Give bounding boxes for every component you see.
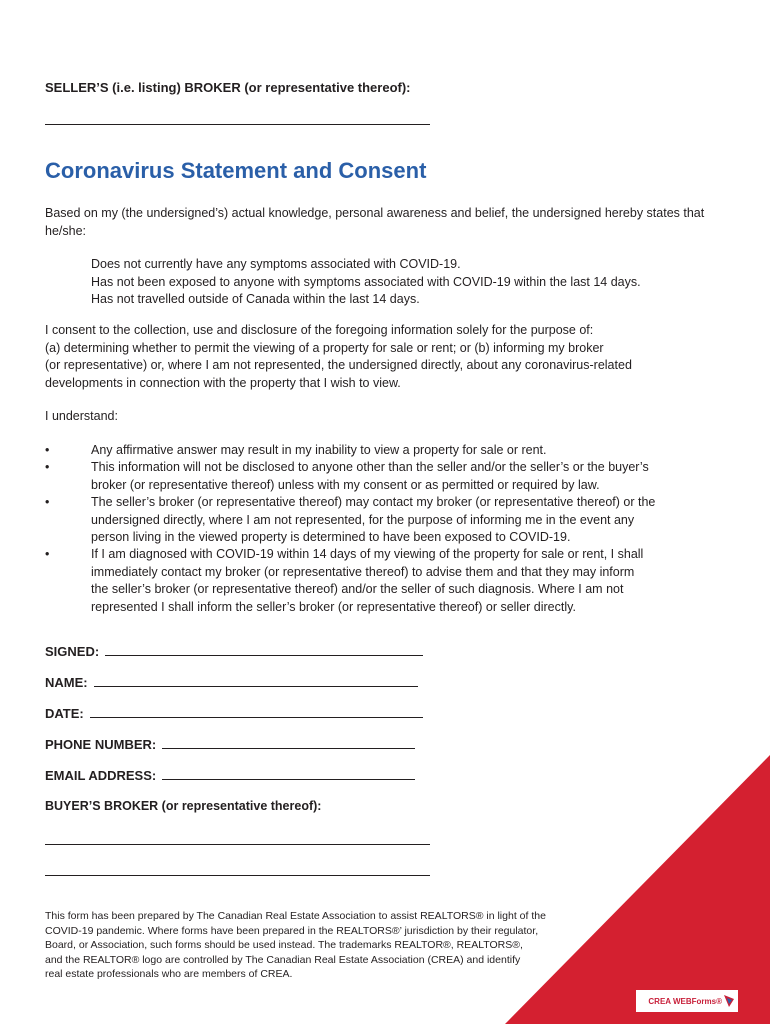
buyer-broker-line-1[interactable] (45, 844, 430, 845)
email-field (45, 768, 415, 783)
seller-broker-signature-line[interactable] (45, 124, 430, 125)
bullet-dot: • (45, 460, 50, 475)
footer-line: This form has been prepared by The Canadian Real Estate Association to assist REALTORS® in light of the (45, 910, 546, 922)
name-field (45, 675, 418, 690)
bullet-item (45, 459, 725, 494)
bullet-line: broker (or representative thereof) unless with my consent or as permitted or required by law. (91, 477, 600, 492)
name-label: NAME: (45, 675, 88, 690)
bullet-line: If I am diagnosed with COVID-19 within 14 days of my viewing of the property for sale or rent, I shall (91, 547, 644, 562)
phone-input-line[interactable] (162, 748, 415, 749)
footer-line: COVID-19 pandemic. Where forms have been prepared in the REALTORS®’ jurisdiction by their regulator, (45, 924, 539, 937)
crea-webforms-badge (636, 990, 738, 1012)
signed-input-line[interactable] (105, 655, 423, 656)
footer-disclaimer (45, 909, 605, 982)
seller-broker-label: SELLER’S (i.e. listing) BROKER (or representative thereof): (45, 80, 411, 95)
footer-line: and the REALTOR® logo are controlled by The Canadian Real Estate Association (CREA) and identify (45, 953, 521, 966)
page-title: Coronavirus Statement and Consent (45, 158, 427, 183)
consent-line-1: I consent to the collection, use and disclosure of the foregoing information solely for the purpose of: (45, 323, 594, 337)
name-input-line[interactable] (94, 686, 418, 687)
date-input-line[interactable] (90, 717, 423, 718)
bullet-line: person living in the viewed property is determined to have been exposed to COVID-19. (91, 530, 571, 545)
bullet-line: This information will not be disclosed to anyone other than the seller and/or the seller’s or the buyer’s (91, 460, 649, 475)
consent-line-3: (or representative) or, where I am not represented, the undersigned directly, about any coronavirus-related (45, 358, 632, 372)
consent-line-4: developments in connection with the property that I wish to view. (45, 375, 401, 390)
bullet-line: immediately contact my broker (or representative thereof) to advise them and that they may inform (91, 564, 635, 579)
bullet-dot: • (45, 495, 50, 510)
phone-label: PHONE NUMBER: (45, 737, 157, 752)
bullet-dot: • (45, 547, 50, 562)
signed-field (45, 644, 423, 659)
email-input-line[interactable] (162, 779, 415, 780)
intro-paragraph: Based on my (the undersigned’s) actual knowledge, personal awareness and belief, the undersigned hereby states that he/she: (45, 206, 705, 238)
phone-field (45, 737, 415, 752)
bullet-line: represented I shall inform the seller’s broker (or representative thereof) or seller directly. (91, 599, 576, 614)
bullet-line: undersigned directly, where I am not represented, for the purpose of informing me in the event any (91, 512, 635, 527)
footer-line: real estate professionals who are members of CREA. (45, 968, 293, 980)
email-label: EMAIL ADDRESS: (45, 768, 157, 783)
buyer-broker-line-2[interactable] (45, 875, 430, 876)
statement-2: Has not been exposed to anyone with symptoms associated with COVID-19 within the last 14 days. (91, 274, 641, 289)
bullet-dot: • (45, 443, 50, 457)
crea-logo-icon (722, 993, 736, 1009)
bullet-item (45, 546, 725, 616)
buyer-broker-label: BUYER’S BROKER (or representative thereof): (45, 799, 322, 813)
signed-label: SIGNED: (45, 644, 100, 659)
date-label: DATE: (45, 706, 84, 721)
bullet-line: Any affirmative answer may result in my inability to view a property for sale or rent. (91, 443, 547, 457)
understand-label: I understand: (45, 409, 118, 423)
statement-1: Does not currently have any symptoms associated with COVID-19. (91, 257, 461, 271)
understanding-bullet-list (45, 442, 725, 616)
bullet-item (45, 494, 725, 546)
bullet-line: The seller’s broker (or representative thereof) may contact my broker (or representative thereof) or the (91, 495, 656, 510)
statement-list (91, 256, 731, 309)
bullet-line: the seller’s broker (or representative thereof) and/or the seller of such diagnosis. Where I am not (91, 582, 624, 597)
bullet-item (45, 442, 725, 459)
statement-3: Has not travelled outside of Canada within the last 14 days. (91, 292, 420, 306)
crea-webforms-logo-text: CREA WEBForms® (648, 996, 722, 1006)
consent-line-2: (a) determining whether to permit the viewing of a property for sale or rent; or (b) informing my broker (45, 340, 604, 355)
date-field (45, 706, 423, 721)
consent-paragraph (45, 322, 725, 392)
footer-line: Board, or Association, such forms should be used instead. The trademarks REALTOR®, REALTORS®, (45, 939, 523, 951)
